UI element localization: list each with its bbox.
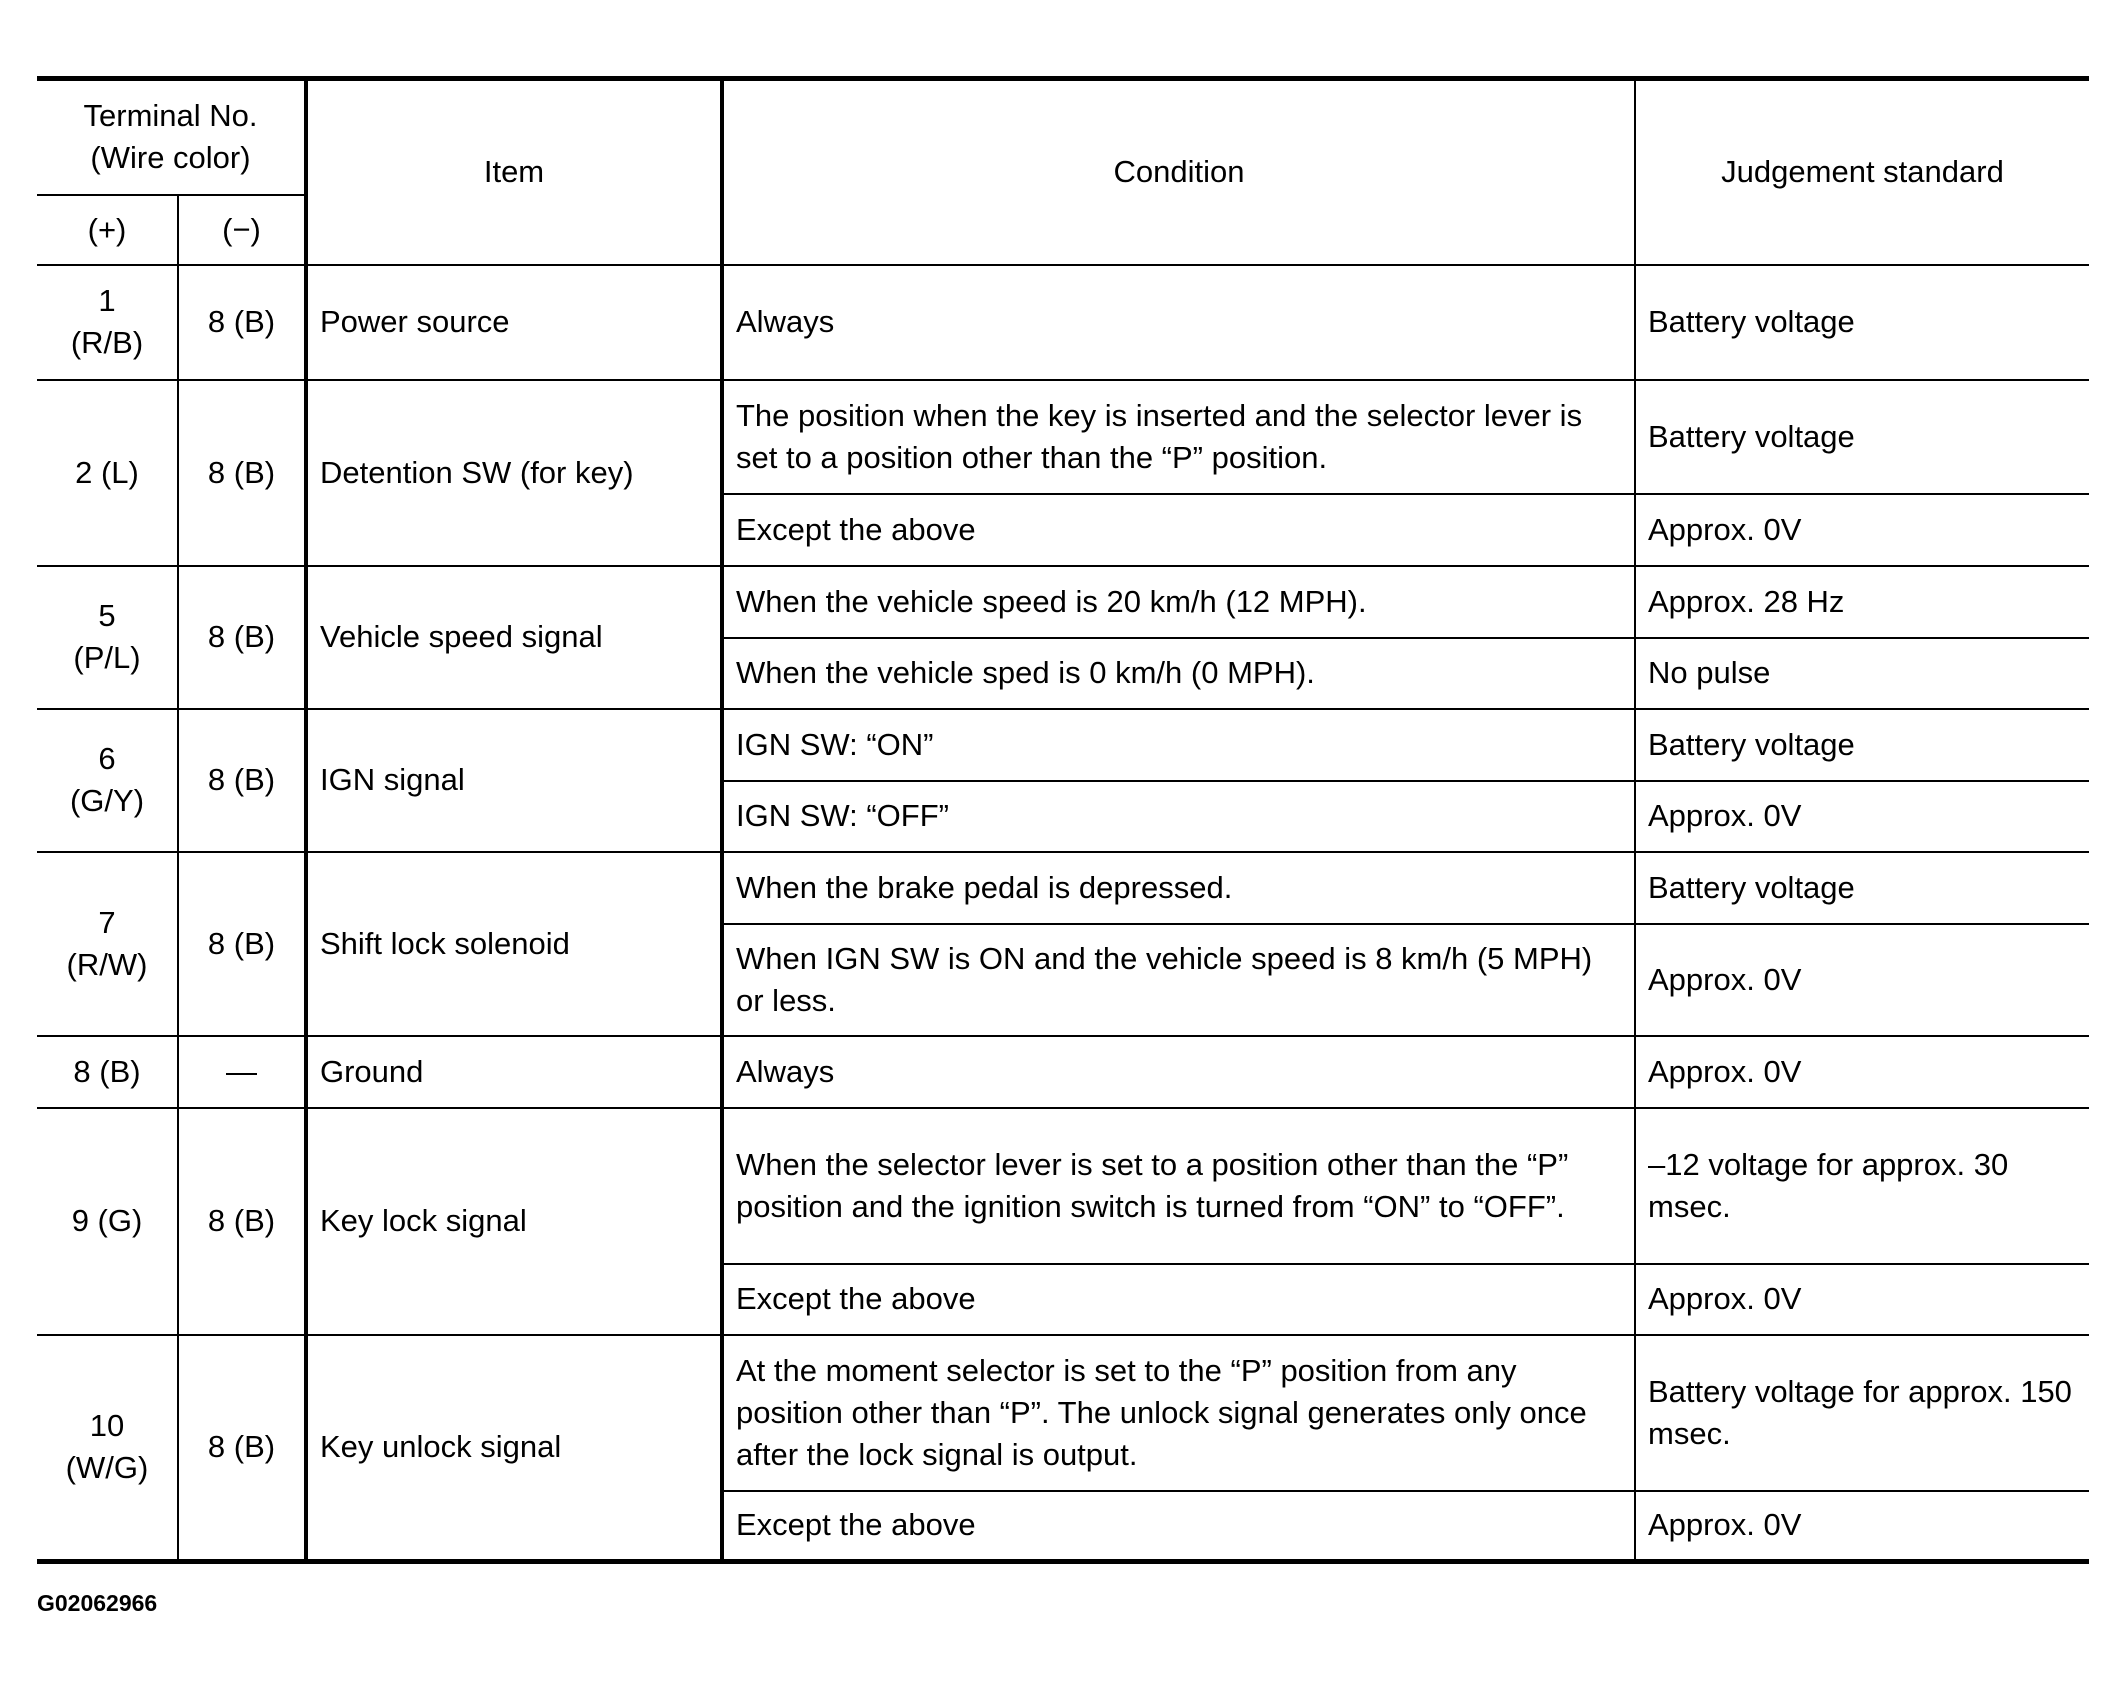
terminal-plus-cell: 1 (R/B) bbox=[37, 265, 178, 380]
item-cell: Ground bbox=[306, 1036, 722, 1108]
judgement-cell: Battery voltage bbox=[1635, 380, 2089, 494]
condition-cell: Except the above bbox=[722, 494, 1635, 566]
table-row bbox=[37, 1108, 2089, 1264]
condition-cell: Except the above bbox=[722, 1264, 1635, 1335]
judgement-cell: Battery voltage bbox=[1635, 709, 2089, 781]
table-row bbox=[37, 709, 2089, 781]
condition-cell: IGN SW: “ON” bbox=[722, 709, 1635, 781]
condition-cell: Except the above bbox=[722, 1491, 1635, 1562]
table-row bbox=[37, 852, 2089, 924]
judgement-cell: Approx. 0V bbox=[1635, 781, 2089, 852]
minus-header: (−) bbox=[178, 195, 306, 265]
terminal-minus-cell: 8 (B) bbox=[178, 566, 306, 709]
item-header: Item bbox=[306, 79, 722, 265]
figure-code: G02062966 bbox=[37, 1590, 158, 1616]
condition-cell: At the moment selector is set to the “P” position from any position other than “P”. The unlock signal generates only once after the lock signal is output. bbox=[722, 1335, 1635, 1491]
judgement-cell: Battery voltage for approx. 150 msec. bbox=[1635, 1335, 2089, 1491]
terminal-minus-cell: 8 (B) bbox=[178, 709, 306, 852]
plus-header: (+) bbox=[37, 195, 178, 265]
condition-cell: When the brake pedal is depressed. bbox=[722, 852, 1635, 924]
terminal-minus-cell: 8 (B) bbox=[178, 265, 306, 380]
judgement-cell: No pulse bbox=[1635, 638, 2089, 709]
condition-cell: When the vehicle speed is 20 km/h (12 MPH). bbox=[722, 566, 1635, 638]
item-cell: Vehicle speed signal bbox=[306, 566, 722, 709]
condition-cell: Always bbox=[722, 1036, 1635, 1108]
terminal-judgement-table bbox=[37, 76, 2089, 1564]
item-cell: Key lock signal bbox=[306, 1108, 722, 1335]
table-row bbox=[37, 1335, 2089, 1491]
terminal-minus-cell: 8 (B) bbox=[178, 852, 306, 1036]
terminal-no-header: Terminal No. (Wire color) bbox=[37, 79, 306, 195]
table-row bbox=[37, 265, 2089, 380]
condition-cell: When the selector lever is set to a position other than the “P” position and the ignition switch is turned from “ON” to “OFF”. bbox=[722, 1108, 1635, 1264]
table-row bbox=[37, 380, 2089, 494]
judgement-cell: Approx. 0V bbox=[1635, 1491, 2089, 1562]
item-cell: Power source bbox=[306, 265, 722, 380]
terminal-plus-cell: 2 (L) bbox=[37, 380, 178, 566]
judgement-cell: Approx. 0V bbox=[1635, 494, 2089, 566]
judgement-cell: Approx. 0V bbox=[1635, 924, 2089, 1036]
terminal-plus-cell: 5 (P/L) bbox=[37, 566, 178, 709]
terminal-plus-cell: 10 (W/G) bbox=[37, 1335, 178, 1562]
judgement-cell: Battery voltage bbox=[1635, 852, 2089, 924]
terminal-plus-cell: 6 (G/Y) bbox=[37, 709, 178, 852]
terminal-plus-cell: 9 (G) bbox=[37, 1108, 178, 1335]
terminal-minus-cell: 8 (B) bbox=[178, 1108, 306, 1335]
judgement-standard-header: Judgement standard bbox=[1635, 79, 2089, 265]
terminal-plus-cell: 7 (R/W) bbox=[37, 852, 178, 1036]
condition-cell: Always bbox=[722, 265, 1635, 380]
condition-cell: IGN SW: “OFF” bbox=[722, 781, 1635, 852]
judgement-cell: Approx. 0V bbox=[1635, 1036, 2089, 1108]
condition-cell: When IGN SW is ON and the vehicle speed is 8 km/h (5 MPH) or less. bbox=[722, 924, 1635, 1036]
table-row bbox=[37, 566, 2089, 638]
judgement-cell: Approx. 0V bbox=[1635, 1264, 2089, 1335]
terminal-minus-cell: — bbox=[178, 1036, 306, 1108]
table-row bbox=[37, 1036, 2089, 1108]
terminal-minus-cell: 8 (B) bbox=[178, 1335, 306, 1562]
item-cell: Detention SW (for key) bbox=[306, 380, 722, 566]
terminal-plus-cell: 8 (B) bbox=[37, 1036, 178, 1108]
condition-cell: The position when the key is inserted and the selector lever is set to a position other than the “P” position. bbox=[722, 380, 1635, 494]
item-cell: Shift lock solenoid bbox=[306, 852, 722, 1036]
judgement-cell: –12 voltage for approx. 30 msec. bbox=[1635, 1108, 2089, 1264]
condition-cell: When the vehicle sped is 0 km/h (0 MPH). bbox=[722, 638, 1635, 709]
judgement-cell: Battery voltage bbox=[1635, 265, 2089, 380]
terminal-minus-cell: 8 (B) bbox=[178, 380, 306, 566]
item-cell: IGN signal bbox=[306, 709, 722, 852]
table-body bbox=[37, 265, 2089, 1562]
item-cell: Key unlock signal bbox=[306, 1335, 722, 1562]
condition-header: Condition bbox=[722, 79, 1635, 265]
judgement-cell: Approx. 28 Hz bbox=[1635, 566, 2089, 638]
